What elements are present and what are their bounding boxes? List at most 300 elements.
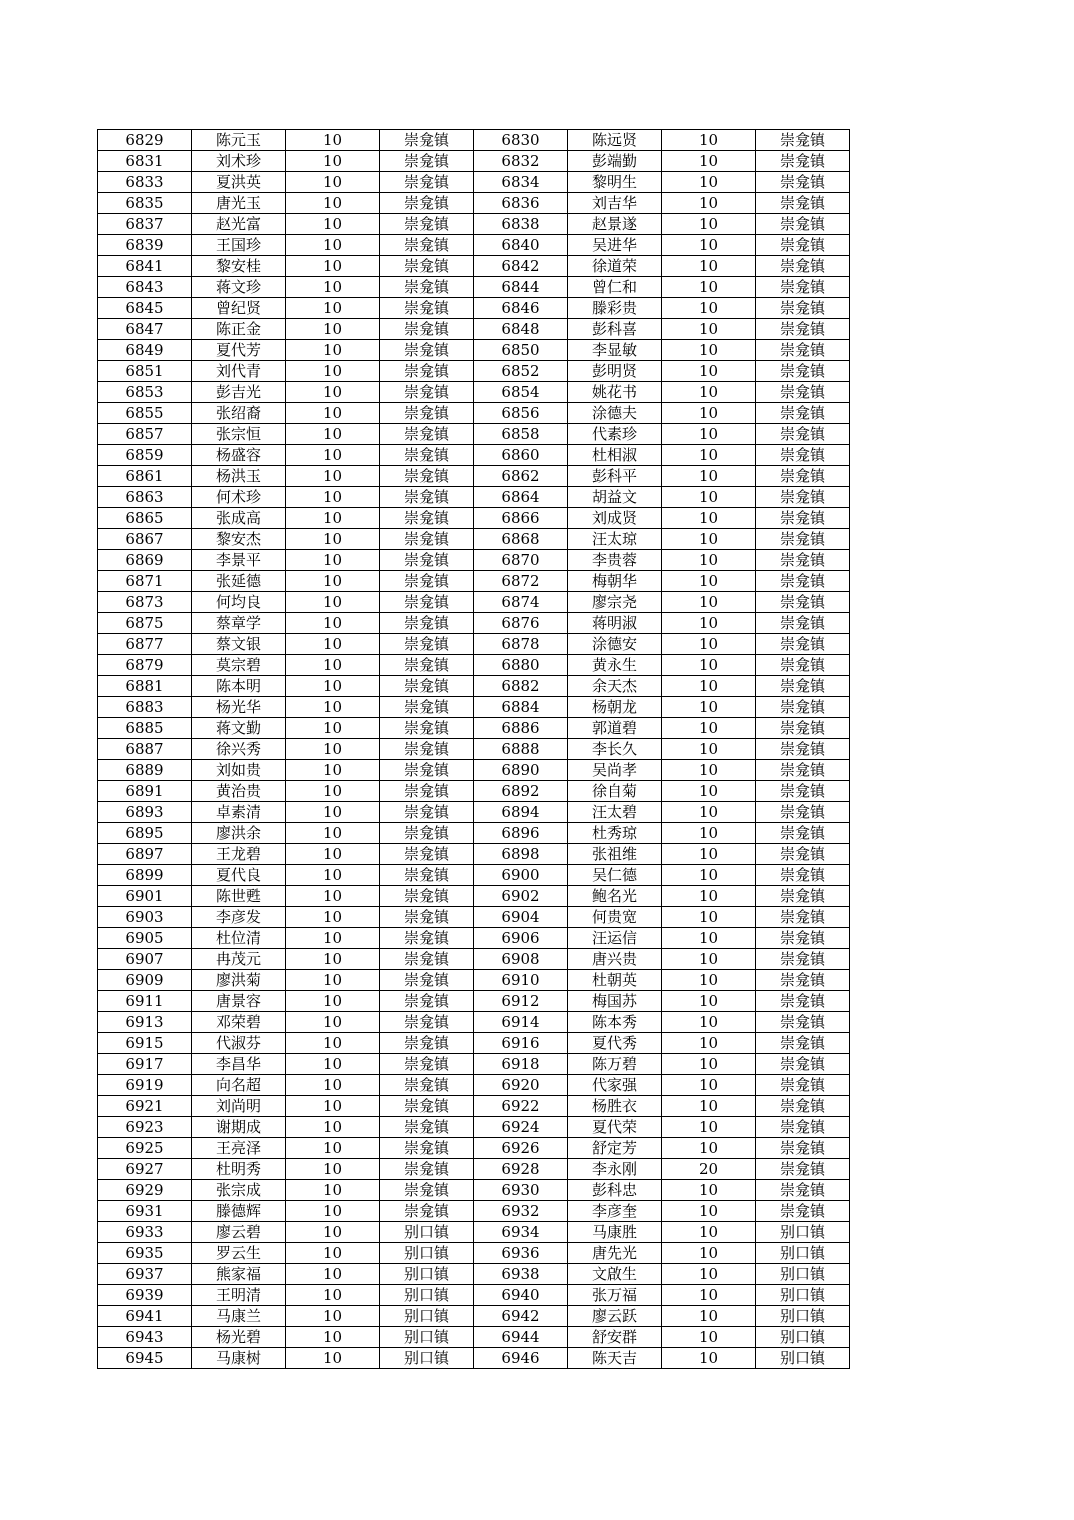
person-name-cell: 彭吉光	[192, 382, 286, 403]
person-name-cell: 黄治贵	[192, 781, 286, 802]
person-name-cell: 夏代荣	[568, 1117, 662, 1138]
person-name-cell: 彭科喜	[568, 319, 662, 340]
town-cell: 崇龛镇	[756, 340, 850, 361]
person-name-cell: 黎明生	[568, 172, 662, 193]
person-name-cell: 陈元玉	[192, 130, 286, 151]
amount-cell: 10	[662, 928, 756, 949]
town-cell: 崇龛镇	[380, 739, 474, 760]
table-row	[98, 298, 850, 319]
town-cell: 崇龛镇	[380, 1033, 474, 1054]
record-id-cell: 6916	[474, 1033, 568, 1054]
town-cell: 崇龛镇	[756, 172, 850, 193]
record-id-cell: 6925	[98, 1138, 192, 1159]
table-row	[98, 235, 850, 256]
amount-cell: 10	[662, 403, 756, 424]
town-cell: 别口镇	[756, 1306, 850, 1327]
person-name-cell: 梅朝华	[568, 571, 662, 592]
amount-cell: 10	[662, 592, 756, 613]
record-id-cell: 6921	[98, 1096, 192, 1117]
town-cell: 崇龛镇	[756, 1201, 850, 1222]
record-id-cell: 6944	[474, 1327, 568, 1348]
record-id-cell: 6901	[98, 886, 192, 907]
amount-cell: 10	[286, 550, 380, 571]
amount-cell: 10	[286, 361, 380, 382]
town-cell: 崇龛镇	[756, 466, 850, 487]
person-name-cell: 刘尚明	[192, 1096, 286, 1117]
amount-cell: 10	[286, 256, 380, 277]
amount-cell: 10	[286, 802, 380, 823]
table-row	[98, 886, 850, 907]
person-name-cell: 曾纪贤	[192, 298, 286, 319]
amount-cell: 10	[286, 718, 380, 739]
record-id-cell: 6939	[98, 1285, 192, 1306]
town-cell: 崇龛镇	[380, 1138, 474, 1159]
person-name-cell: 李显敏	[568, 340, 662, 361]
amount-cell: 10	[286, 1285, 380, 1306]
town-cell: 崇龛镇	[380, 991, 474, 1012]
town-cell: 崇龛镇	[756, 718, 850, 739]
amount-cell: 10	[286, 907, 380, 928]
amount-cell: 10	[662, 676, 756, 697]
amount-cell: 10	[286, 445, 380, 466]
town-cell: 崇龛镇	[380, 298, 474, 319]
record-id-cell: 6914	[474, 1012, 568, 1033]
town-cell: 崇龛镇	[380, 802, 474, 823]
amount-cell: 10	[286, 1306, 380, 1327]
amount-cell: 10	[286, 319, 380, 340]
record-id-cell: 6875	[98, 613, 192, 634]
table-row	[98, 907, 850, 928]
amount-cell: 10	[286, 1180, 380, 1201]
town-cell: 崇龛镇	[380, 928, 474, 949]
table-row	[98, 319, 850, 340]
person-name-cell: 张万福	[568, 1285, 662, 1306]
town-cell: 崇龛镇	[380, 403, 474, 424]
town-cell: 崇龛镇	[380, 865, 474, 886]
person-name-cell: 杜朝英	[568, 970, 662, 991]
amount-cell: 10	[662, 319, 756, 340]
amount-cell: 10	[286, 697, 380, 718]
record-id-cell: 6869	[98, 550, 192, 571]
town-cell: 崇龛镇	[756, 928, 850, 949]
amount-cell: 10	[662, 466, 756, 487]
amount-cell: 10	[286, 487, 380, 508]
table-row	[98, 781, 850, 802]
person-name-cell: 蒋文勤	[192, 718, 286, 739]
town-cell: 崇龛镇	[756, 844, 850, 865]
amount-cell: 10	[286, 130, 380, 151]
amount-cell: 10	[662, 214, 756, 235]
town-cell: 崇龛镇	[756, 781, 850, 802]
table-row	[98, 424, 850, 445]
town-cell: 别口镇	[756, 1348, 850, 1369]
record-id-cell: 6873	[98, 592, 192, 613]
person-name-cell: 舒安群	[568, 1327, 662, 1348]
amount-cell: 10	[662, 571, 756, 592]
person-name-cell: 代素珍	[568, 424, 662, 445]
table-row	[98, 1285, 850, 1306]
record-id-cell: 6926	[474, 1138, 568, 1159]
town-cell: 崇龛镇	[380, 508, 474, 529]
town-cell: 崇龛镇	[756, 424, 850, 445]
town-cell: 崇龛镇	[756, 970, 850, 991]
town-cell: 崇龛镇	[380, 844, 474, 865]
town-cell: 崇龛镇	[380, 466, 474, 487]
table-row	[98, 823, 850, 844]
table-row	[98, 1264, 850, 1285]
record-id-cell: 6931	[98, 1201, 192, 1222]
person-name-cell: 夏代良	[192, 865, 286, 886]
town-cell: 崇龛镇	[756, 529, 850, 550]
record-id-cell: 6920	[474, 1075, 568, 1096]
amount-cell: 10	[286, 865, 380, 886]
person-name-cell: 何贵宽	[568, 907, 662, 928]
amount-cell: 10	[662, 1348, 756, 1369]
table-row	[98, 844, 850, 865]
amount-cell: 10	[286, 571, 380, 592]
amount-cell: 10	[286, 214, 380, 235]
record-id-cell: 6927	[98, 1159, 192, 1180]
town-cell: 崇龛镇	[756, 256, 850, 277]
person-name-cell: 杜位清	[192, 928, 286, 949]
record-id-cell: 6859	[98, 445, 192, 466]
person-name-cell: 涂德安	[568, 634, 662, 655]
town-cell: 崇龛镇	[380, 697, 474, 718]
person-name-cell: 吴进华	[568, 235, 662, 256]
record-id-cell: 6936	[474, 1243, 568, 1264]
person-name-cell: 杜相淑	[568, 445, 662, 466]
record-id-cell: 6932	[474, 1201, 568, 1222]
person-name-cell: 滕彩贵	[568, 298, 662, 319]
person-name-cell: 张绍裔	[192, 403, 286, 424]
amount-cell: 10	[286, 1159, 380, 1180]
amount-cell: 10	[662, 382, 756, 403]
town-cell: 崇龛镇	[756, 130, 850, 151]
person-name-cell: 黎安杰	[192, 529, 286, 550]
table-row	[98, 571, 850, 592]
town-cell: 崇龛镇	[756, 991, 850, 1012]
town-cell: 崇龛镇	[380, 172, 474, 193]
record-id-cell: 6930	[474, 1180, 568, 1201]
amount-cell: 10	[662, 718, 756, 739]
person-name-cell: 吴尚孝	[568, 760, 662, 781]
record-id-cell: 6834	[474, 172, 568, 193]
record-id-cell: 6938	[474, 1264, 568, 1285]
town-cell: 崇龛镇	[756, 886, 850, 907]
amount-cell: 10	[662, 613, 756, 634]
amount-cell: 10	[286, 1201, 380, 1222]
amount-cell: 10	[662, 508, 756, 529]
person-name-cell: 刘术珍	[192, 151, 286, 172]
record-id-cell: 6841	[98, 256, 192, 277]
town-cell: 崇龛镇	[380, 256, 474, 277]
town-cell: 崇龛镇	[756, 1054, 850, 1075]
town-cell: 崇龛镇	[380, 1054, 474, 1075]
record-id-cell: 6838	[474, 214, 568, 235]
person-name-cell: 杨洪玉	[192, 466, 286, 487]
record-id-cell: 6945	[98, 1348, 192, 1369]
town-cell: 崇龛镇	[756, 1075, 850, 1096]
town-cell: 崇龛镇	[380, 445, 474, 466]
record-id-cell: 6890	[474, 760, 568, 781]
record-id-cell: 6847	[98, 319, 192, 340]
person-name-cell: 张宗恒	[192, 424, 286, 445]
person-name-cell: 鲍名光	[568, 886, 662, 907]
amount-cell: 10	[286, 676, 380, 697]
town-cell: 崇龛镇	[756, 739, 850, 760]
person-name-cell: 刘代青	[192, 361, 286, 382]
record-id-cell: 6941	[98, 1306, 192, 1327]
amount-cell: 10	[662, 949, 756, 970]
person-name-cell: 廖宗尧	[568, 592, 662, 613]
town-cell: 崇龛镇	[380, 235, 474, 256]
person-name-cell: 涂德夫	[568, 403, 662, 424]
town-cell: 崇龛镇	[756, 571, 850, 592]
table-row	[98, 739, 850, 760]
town-cell: 崇龛镇	[756, 1033, 850, 1054]
amount-cell: 10	[286, 1243, 380, 1264]
record-id-cell: 6895	[98, 823, 192, 844]
record-id-cell: 6849	[98, 340, 192, 361]
town-cell: 崇龛镇	[380, 970, 474, 991]
amount-cell: 10	[662, 277, 756, 298]
person-name-cell: 张宗成	[192, 1180, 286, 1201]
amount-cell: 10	[286, 508, 380, 529]
record-id-cell: 6913	[98, 1012, 192, 1033]
record-id-cell: 6880	[474, 655, 568, 676]
record-id-cell: 6851	[98, 361, 192, 382]
record-id-cell: 6909	[98, 970, 192, 991]
town-cell: 崇龛镇	[380, 1159, 474, 1180]
town-cell: 崇龛镇	[380, 781, 474, 802]
table-row	[98, 193, 850, 214]
town-cell: 崇龛镇	[380, 1180, 474, 1201]
person-name-cell: 杜秀琼	[568, 823, 662, 844]
amount-cell: 10	[662, 802, 756, 823]
amount-cell: 10	[662, 298, 756, 319]
town-cell: 崇龛镇	[380, 613, 474, 634]
table-row	[98, 508, 850, 529]
amount-cell: 10	[662, 1327, 756, 1348]
person-name-cell: 曾仁和	[568, 277, 662, 298]
amount-cell: 10	[662, 907, 756, 928]
record-id-cell: 6844	[474, 277, 568, 298]
town-cell: 别口镇	[756, 1222, 850, 1243]
record-id-cell: 6924	[474, 1117, 568, 1138]
record-id-cell: 6881	[98, 676, 192, 697]
person-name-cell: 杨胜衣	[568, 1096, 662, 1117]
amount-cell: 10	[662, 865, 756, 886]
person-name-cell: 彭科平	[568, 466, 662, 487]
record-id-cell: 6839	[98, 235, 192, 256]
person-name-cell: 罗云生	[192, 1243, 286, 1264]
amount-cell: 10	[286, 1033, 380, 1054]
town-cell: 崇龛镇	[756, 1159, 850, 1180]
amount-cell: 10	[286, 1096, 380, 1117]
record-id-cell: 6856	[474, 403, 568, 424]
town-cell: 崇龛镇	[756, 445, 850, 466]
town-cell: 崇龛镇	[756, 151, 850, 172]
town-cell: 崇龛镇	[756, 802, 850, 823]
table-row	[98, 760, 850, 781]
town-cell: 崇龛镇	[756, 508, 850, 529]
person-name-cell: 王亮泽	[192, 1138, 286, 1159]
town-cell: 崇龛镇	[380, 676, 474, 697]
record-id-cell: 6906	[474, 928, 568, 949]
record-id-cell: 6877	[98, 634, 192, 655]
person-name-cell: 廖洪菊	[192, 970, 286, 991]
amount-cell: 10	[286, 403, 380, 424]
record-id-cell: 6852	[474, 361, 568, 382]
record-id-cell: 6923	[98, 1117, 192, 1138]
person-name-cell: 杨朝龙	[568, 697, 662, 718]
record-id-cell: 6855	[98, 403, 192, 424]
table-row	[98, 1348, 850, 1369]
town-cell: 崇龛镇	[380, 487, 474, 508]
record-id-cell: 6846	[474, 298, 568, 319]
amount-cell: 10	[286, 298, 380, 319]
table-row	[98, 1222, 850, 1243]
town-cell: 别口镇	[380, 1327, 474, 1348]
town-cell: 别口镇	[380, 1243, 474, 1264]
table-row	[98, 655, 850, 676]
record-id-cell: 6934	[474, 1222, 568, 1243]
amount-cell: 10	[662, 1012, 756, 1033]
amount-cell: 10	[286, 235, 380, 256]
person-name-cell: 谢期成	[192, 1117, 286, 1138]
amount-cell: 10	[662, 256, 756, 277]
record-id-cell: 6836	[474, 193, 568, 214]
person-name-cell: 吴仁德	[568, 865, 662, 886]
record-id-cell: 6902	[474, 886, 568, 907]
person-name-cell: 李贵蓉	[568, 550, 662, 571]
amount-cell: 10	[286, 1222, 380, 1243]
amount-cell: 10	[286, 1054, 380, 1075]
person-name-cell: 唐兴贵	[568, 949, 662, 970]
town-cell: 崇龛镇	[756, 634, 850, 655]
amount-cell: 10	[662, 529, 756, 550]
amount-cell: 10	[286, 340, 380, 361]
record-id-cell: 6863	[98, 487, 192, 508]
table-row	[98, 634, 850, 655]
table-row	[98, 151, 850, 172]
record-id-cell: 6942	[474, 1306, 568, 1327]
person-name-cell: 代淑芬	[192, 1033, 286, 1054]
town-cell: 崇龛镇	[380, 214, 474, 235]
amount-cell: 10	[662, 886, 756, 907]
amount-cell: 10	[286, 424, 380, 445]
amount-cell: 10	[286, 760, 380, 781]
person-name-cell: 廖云跃	[568, 1306, 662, 1327]
amount-cell: 10	[286, 928, 380, 949]
amount-cell: 10	[286, 613, 380, 634]
town-cell: 崇龛镇	[380, 718, 474, 739]
amount-cell: 10	[662, 1117, 756, 1138]
table-row	[98, 361, 850, 382]
town-cell: 别口镇	[756, 1285, 850, 1306]
amount-cell: 10	[662, 1201, 756, 1222]
person-name-cell: 李彦奎	[568, 1201, 662, 1222]
amount-cell: 10	[662, 487, 756, 508]
town-cell: 崇龛镇	[756, 235, 850, 256]
person-name-cell: 汪太碧	[568, 802, 662, 823]
amount-cell: 10	[286, 634, 380, 655]
person-name-cell: 蒋文珍	[192, 277, 286, 298]
record-id-cell: 6858	[474, 424, 568, 445]
person-name-cell: 廖洪余	[192, 823, 286, 844]
record-id-cell: 6892	[474, 781, 568, 802]
amount-cell: 10	[286, 1012, 380, 1033]
town-cell: 崇龛镇	[380, 277, 474, 298]
table-row	[98, 676, 850, 697]
amount-cell: 10	[662, 1033, 756, 1054]
amount-cell: 10	[662, 739, 756, 760]
amount-cell: 10	[662, 130, 756, 151]
amount-cell: 20	[662, 1159, 756, 1180]
amount-cell: 10	[662, 151, 756, 172]
person-name-cell: 汪太琼	[568, 529, 662, 550]
person-name-cell: 陈远贤	[568, 130, 662, 151]
record-id-cell: 6857	[98, 424, 192, 445]
record-id-cell: 6870	[474, 550, 568, 571]
record-id-cell: 6912	[474, 991, 568, 1012]
record-id-cell: 6893	[98, 802, 192, 823]
table-row	[98, 970, 850, 991]
record-id-cell: 6861	[98, 466, 192, 487]
town-cell: 崇龛镇	[380, 1096, 474, 1117]
town-cell: 崇龛镇	[380, 634, 474, 655]
town-cell: 崇龛镇	[756, 403, 850, 424]
town-cell: 崇龛镇	[756, 1138, 850, 1159]
person-name-cell: 徐道荣	[568, 256, 662, 277]
table-row	[98, 718, 850, 739]
record-id-cell: 6860	[474, 445, 568, 466]
record-id-cell: 6833	[98, 172, 192, 193]
person-name-cell: 郭道碧	[568, 718, 662, 739]
person-name-cell: 刘吉华	[568, 193, 662, 214]
amount-cell: 10	[662, 193, 756, 214]
town-cell: 别口镇	[380, 1264, 474, 1285]
table-row	[98, 487, 850, 508]
amount-cell: 10	[662, 1096, 756, 1117]
person-name-cell: 王龙碧	[192, 844, 286, 865]
amount-cell: 10	[286, 193, 380, 214]
record-id-cell: 6867	[98, 529, 192, 550]
person-name-cell: 胡益文	[568, 487, 662, 508]
amount-cell: 10	[662, 1285, 756, 1306]
amount-cell: 10	[286, 277, 380, 298]
amount-cell: 10	[662, 1222, 756, 1243]
person-name-cell: 唐光玉	[192, 193, 286, 214]
town-cell: 崇龛镇	[756, 487, 850, 508]
person-name-cell: 杨盛容	[192, 445, 286, 466]
amount-cell: 10	[286, 781, 380, 802]
person-name-cell: 王明清	[192, 1285, 286, 1306]
amount-cell: 10	[662, 655, 756, 676]
person-name-cell: 汪运信	[568, 928, 662, 949]
town-cell: 崇龛镇	[756, 382, 850, 403]
record-id-cell: 6903	[98, 907, 192, 928]
town-cell: 崇龛镇	[756, 1117, 850, 1138]
town-cell: 崇龛镇	[756, 1180, 850, 1201]
person-name-cell: 冉茂元	[192, 949, 286, 970]
person-name-cell: 姚花书	[568, 382, 662, 403]
person-name-cell: 刘成贤	[568, 508, 662, 529]
person-name-cell: 向名超	[192, 1075, 286, 1096]
record-id-cell: 6900	[474, 865, 568, 886]
record-id-cell: 6907	[98, 949, 192, 970]
table-row	[98, 340, 850, 361]
